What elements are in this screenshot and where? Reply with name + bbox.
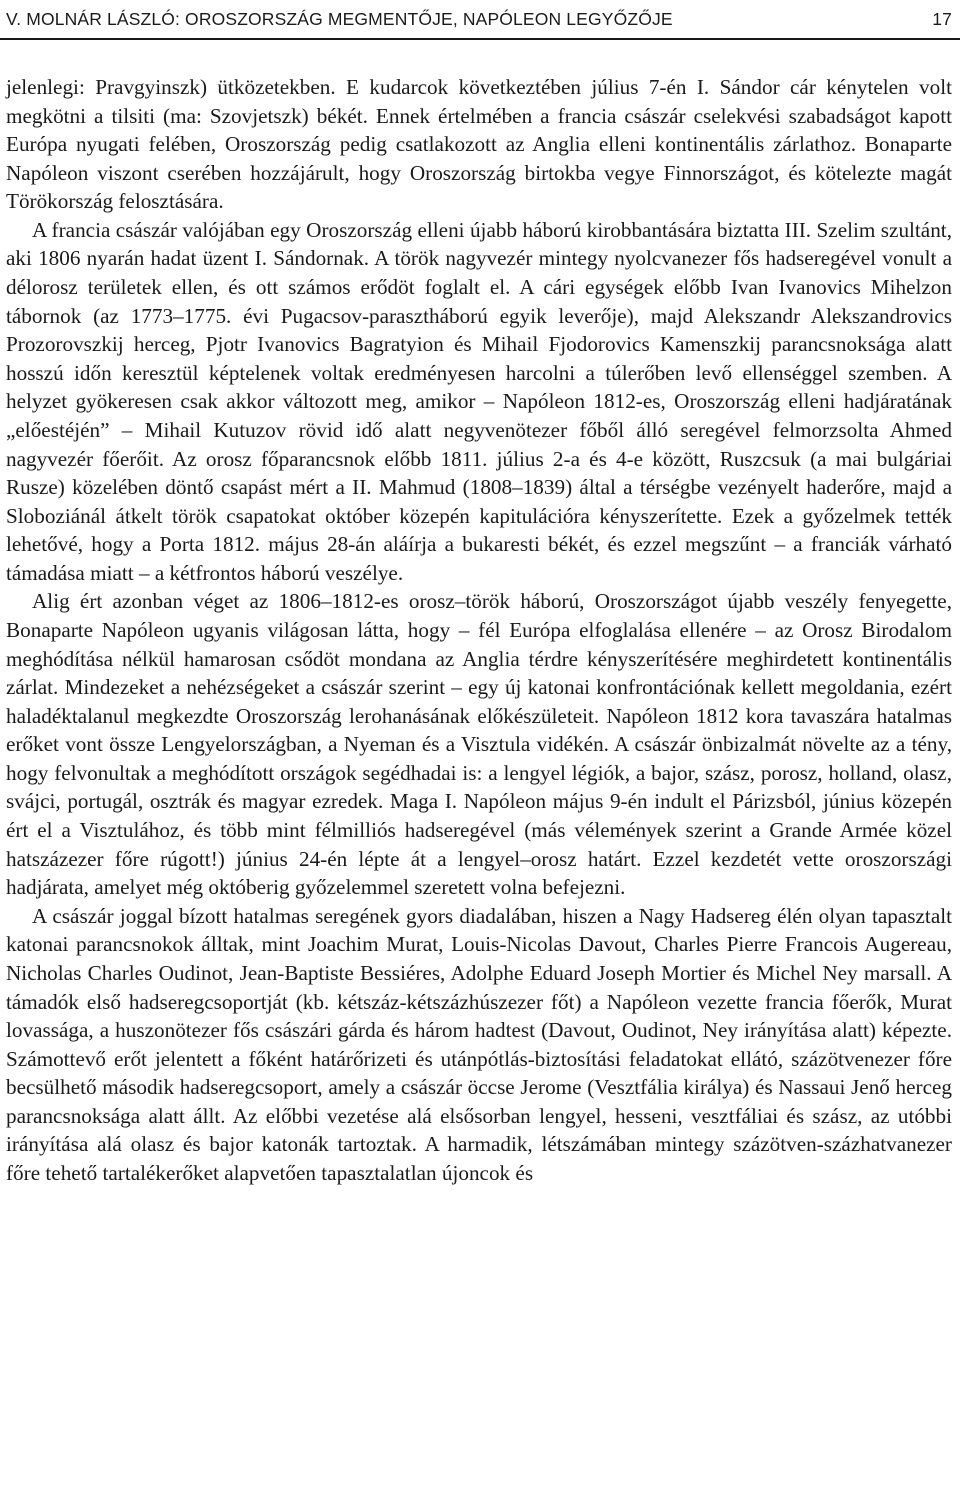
header-rule bbox=[0, 38, 960, 40]
paragraph-4: A császár joggal bízott hatalmas seregének gyors diadalában, hiszen a Nagy Hadsereg élén olyan tapasztalt katonai parancsnokok álltak, mint Joachim Murat, Louis-Nicolas Davout, Charles Pierre Francois Augereau, Nicholas Charles Oudinot, Jean-Baptiste Bessiéres, Adolphe Eduard Joseph Mortier és Michel Ney marsall. A támadók első hadseregcsoportját (kb. kétszáz-kétszázhúszezer főt) a Napóleon vezette francia főerők, Murat lovassága, a huszonötezer fős császári gárda és három hadtest (Davout, Oudinot, Ney irányítása alatt) képezte. Számottevő erőt jelentett a főként határőrizeti és utánpótlás-biztosítási feladatokat ellátó, százötvenezer főre becsülhető második hadseregcsoport, amely a császár öccse Jerome (Vesztfália királya) és Nassaui Jenő herceg parancsnoksága alatt állt. Az előbbi vezetése alá elsősorban lengyel, hesseni, vesztfáliai és szász, az utóbbi irányítása alá olasz és bajor katonák tartoztak. A harmadik, létszámában mintegy százötven-százhatvanezer főre tehető tartalékerőket alapvetően tapasztalatlan újoncok és bbox=[6, 903, 952, 1185]
page-number: 17 bbox=[932, 9, 952, 29]
chapter-title: V. MOLNÁR LÁSZLÓ: OROSZORSZÁG MEGMENTŐJE, NAPÓLEON LEGYŐZŐJE bbox=[6, 9, 673, 29]
body-text bbox=[6, 73, 952, 1188]
running-header bbox=[6, 4, 952, 34]
paragraph-2: A francia császár valójában egy Oroszország elleni újabb háború kirobbantására biztatta III. Szelim szultánt, aki 1806 nyarán hadat üzent I. Sándornak. A török nagyvezér mintegy nyolcvanezer fős hadseregével vonult a délorosz területek ellen, és ott számos erődöt foglalt el. A cári egységek előbb Ivan Ivanovics Mihelzon tábornok (az 1773–1775. évi Pugacsov-parasztháború egyik leverője), majd Alekszandr Alekszandrovics Prozorovszkij herceg, Pjotr Ivanovics Bagratyion és Mihail Fjodorovics Kamenszkij parancsnoksága alatt hosszú időn keresztül képtelenek voltak eredményesen harcolni a túlerőben levő ellenséggel szemben. A helyzet gyökeresen csak akkor változott meg, amikor – Napóleon 1812-es, Oroszország elleni hadjáratának „előestéjén” – Mihail Kutuzov rövid idő alatt negyvenötezer főből álló seregével felmorzsolta Ahmed nagyvezér főerőit. Az orosz főparancsnok előbb 1811. július 2-a és 4-e között, Ruszcsuk (a mai bulgáriai Rusze) közelében döntő csapást mért a II. Mahmud (1808–1839) által a térségbe vezényelt haderőre, majd a Sloboziánál átkelt török csapatokat október közepén kapitulációra kényszerítette. Ezek a győzelmek tették lehetővé, hogy a Porta 1812. május 28-án aláírja a bukaresti békét, és ezzel megszűnt – a franciák várható támadása miatt – a kétfrontos háború veszélye. bbox=[6, 217, 952, 585]
paragraph-1: jelenlegi: Pravgyinszk) ütközetekben. E kudarcok következtében július 7-én I. Sándor cár kénytelen volt megkötni a tilsiti (ma: Szovjetszk) békét. Ennek értelmében a francia császár cselekvési szabadságot kapott Európa nyugati felében, Oroszország pedig csatlakozott az Anglia elleni kontinentális zárlathoz. Bonaparte Napóleon viszont cserében hozzájárult, hogy Oroszország birtokba vegye Finnországot, és kötelezte magát Törökország felosztására. bbox=[6, 75, 952, 214]
paragraph-3: Alig ért azonban véget az 1806–1812-es orosz–török háború, Oroszországot újabb veszély fenyegette, Bonaparte Napóleon ugyanis világosan látta, hogy – fél Európa elfoglalása ellenére – az Orosz Birodalom meghódítása nélkül hamarosan csődöt mondana az Anglia térdre kényszerítésére meghirdetett kontinentális zárlat. Mindezeket a nehézségeket a császár szerint – egy új katonai konfrontációnak kellett megoldania, ezért haladéktalanul megkezdte Oroszország lerohanásának előkészületeit. Napóleon 1812 kora tavaszára hatalmas erőket vont össze Lengyelországban, a Nyeman és a Visztula vidékén. A császár önbizalmát növelte az a tény, hogy felvonultak a meghódított országok segédhadai is: a lengyel légiók, a bajor, szász, porosz, holland, olasz, svájci, portugál, osztrák és magyar ezredek. Maga I. Napóleon május 9-én indult el Párizsból, június közepén ért el a Visztulához, és több mint félmilliós hadseregével (más vélemények szerint a Grande Armée közel hatszázezer főre rúgott!) június 24-én lépte át a lengyel–orosz határt. Ezzel kezdetét vette oroszországi hadjárata, amelyet még októberig győzelemmel szeretett volna befejezni. bbox=[6, 589, 952, 900]
